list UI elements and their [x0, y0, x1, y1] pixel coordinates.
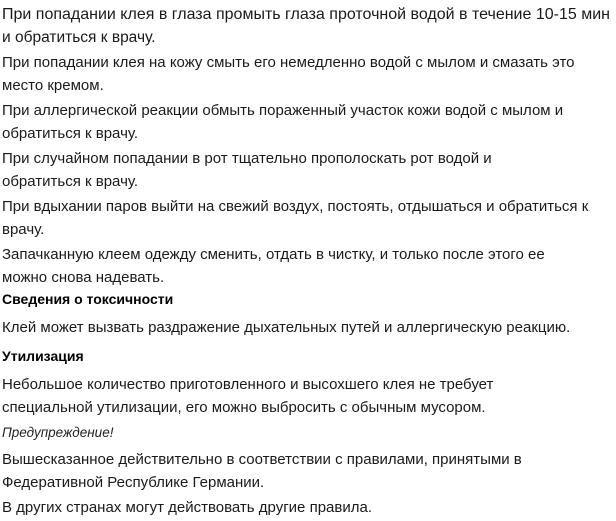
disposal-paragraph: [2, 373, 616, 419]
text-line: обратиться к врачу.: [2, 173, 139, 190]
eye-contact-paragraph: [2, 3, 616, 49]
skin-contact-paragraph: [2, 51, 616, 97]
document: [2, 3, 616, 521]
text-line: При аллергической реакции обмыть пораженный участок кожи водой с мылом и: [2, 102, 564, 119]
toxicity-heading: Сведения о токсичности: [2, 291, 174, 307]
text-line: Небольшое количество приготовленного и высохшего клея не требует: [2, 376, 494, 393]
text-line: специальной утилизации, его можно выбросить с обычным мусором.: [2, 399, 486, 416]
text-line: При попадании клея в глаза промыть глаза проточной водой в течение 10-15 мин: [2, 6, 610, 23]
disposal-heading: Утилизация: [2, 348, 84, 364]
text-line: врачу.: [2, 221, 45, 238]
text-line: обратиться к врачу.: [2, 125, 139, 142]
text-line: При вдыхании паров выйти на свежий воздух, постоять, отдышаться и обратиться к: [2, 198, 589, 215]
text-line: При попадании клея на кожу смыть его немедленно водой с мылом и смазать это: [2, 54, 575, 71]
ingestion-paragraph: [2, 147, 616, 193]
text-line: Вышесказанное действительно в соответствии с правилами, принятыми в: [2, 451, 522, 468]
text-line: можно снова надевать.: [2, 269, 165, 286]
text-line: и обратиться к врачу.: [2, 29, 156, 46]
text-line: Запачканную клеем одежду сменить, отдать в чистку, и только после этого ее: [2, 246, 545, 263]
inhalation-paragraph: [2, 195, 616, 241]
allergic-reaction-paragraph: [2, 99, 616, 145]
text-line: Федеративной Республике Германии.: [2, 474, 265, 491]
text-line: место кремом.: [2, 77, 104, 94]
warning-label: Предупреждение!: [2, 425, 114, 440]
clothing-paragraph: [2, 243, 616, 289]
text-line: При случайном попадании в рот тщательно прополоскать рот водой и: [2, 150, 492, 167]
toxicity-paragraph: [2, 316, 616, 339]
jurisdiction-paragraph: [2, 448, 616, 494]
text-line: Клей может вызвать раздражение дыхательных путей и аллергическую реакцию.: [2, 319, 571, 336]
text-line: В других странах могут действовать другие правила.: [2, 499, 372, 516]
